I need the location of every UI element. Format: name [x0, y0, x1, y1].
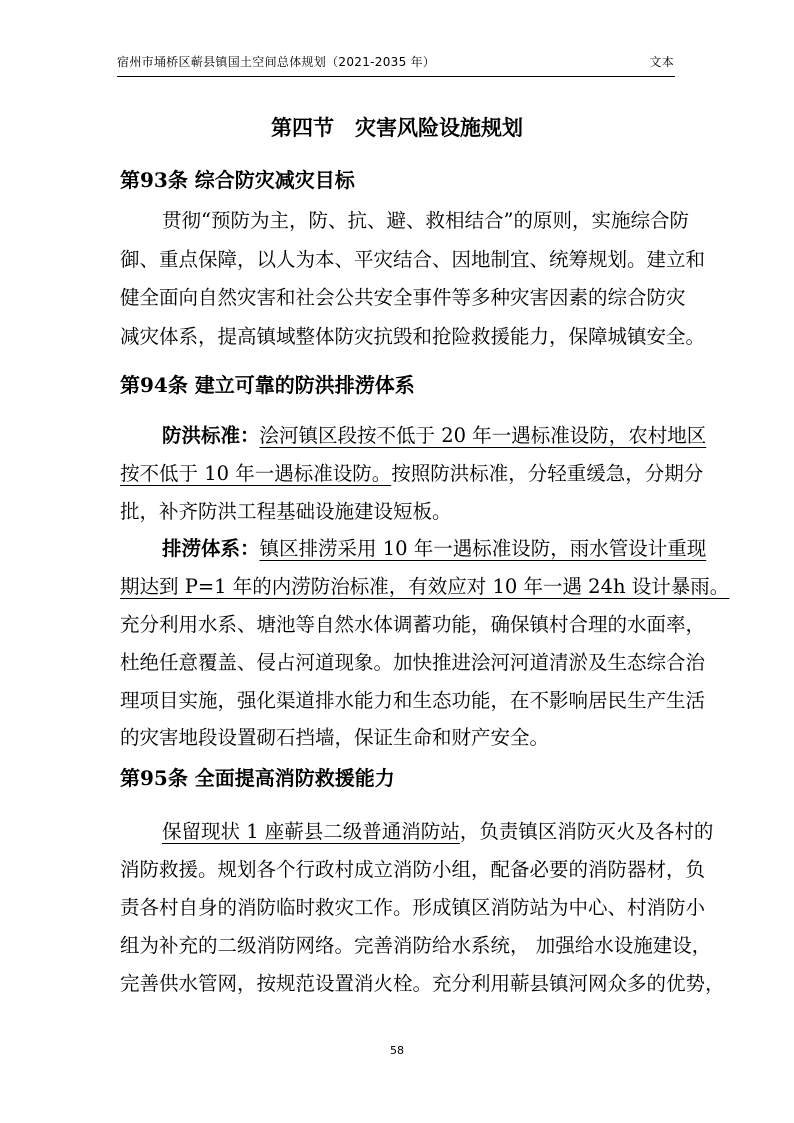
text-line — [120, 682, 706, 720]
text-line — [120, 719, 674, 757]
document-title-header: 宿州市埇桥区蕲县镇国土空间总体规划（2021-2035 年） — [117, 55, 436, 69]
text-line — [120, 851, 706, 889]
underlined-text: 按不低于 10 年一遇标准设防。 — [120, 461, 392, 485]
document-type-label: 文本 — [649, 55, 674, 69]
text-segment: 组为补充的二级消防网络。完善消防给水系统， 加强给水设施建设， — [120, 934, 712, 957]
text-segment: 减灾体系，提高镇域整体防灾抗毁和抢险救援能力，保障城镇安全。 — [120, 325, 706, 349]
text-line — [120, 644, 706, 682]
text-line — [120, 927, 712, 965]
article-heading-94: 第94条 建立可靠的防洪排涝体系 — [120, 373, 415, 397]
text-segment: 充分利用水系、塘池等自然水体调蓄功能，确保镇村合理的水面率， — [120, 612, 706, 636]
text-segment: ，负责镇区消防灭火及各村的 — [459, 820, 714, 843]
text-line — [120, 965, 725, 1003]
text-segment: 贯彻“预防为主，防、抗、避、救相结合”的原则，实施综合防 — [162, 209, 689, 232]
article-body-95 — [120, 813, 725, 1003]
text-segment: 批，补齐防洪工程基础设施建设短板。 — [120, 499, 452, 523]
text-segment: 理项目实施，强化渠道排水能力和生态功能，在不影响居民生产生活 — [120, 688, 706, 712]
text-line — [120, 318, 706, 357]
page-number: 58 — [390, 1044, 404, 1057]
underlined-text: 期达到 P=1 年的内涝防治标准，有效应对 10 年一遇 24h 设计暴雨。 — [120, 575, 730, 599]
article-body-93 — [120, 202, 706, 357]
text-segment: 按照防洪标准，分轻重缓急，分期分 — [391, 461, 704, 485]
text-line — [120, 202, 689, 241]
text-line — [120, 606, 706, 644]
text-line — [120, 241, 706, 280]
text-line — [120, 279, 686, 318]
text-segment: 消防救援。规划各个行政村成立消防小组，配备必要的消防器材，负 — [120, 858, 706, 881]
text-line — [120, 889, 706, 927]
bold-label: 防洪标准： — [162, 424, 260, 447]
text-line — [120, 530, 707, 568]
article-body-94 — [120, 417, 730, 757]
article-heading-95: 第95条 全面提高消防救援能力 — [120, 766, 395, 790]
section-title: 第四节 灾害风险设施规划 — [271, 115, 523, 140]
text-segment: 责各村自身的消防临时救灾工作。形成镇区消防站为中心、村消防小 — [120, 896, 706, 919]
underlined-text: 保留现状 1 座蕲县二级普通消防站 — [162, 820, 460, 843]
text-segment: 健全面向自然灾害和社会公共安全事件等多种灾害因素的综合防灾 — [120, 286, 686, 310]
text-segment: 御、重点保障，以人为本、平灾结合、因地制宜、统筹规划。建立和 — [120, 247, 706, 271]
text-line — [120, 493, 674, 531]
text-line — [120, 417, 707, 455]
bold-label: 排涝体系： — [162, 537, 260, 561]
text-line — [120, 455, 704, 493]
text-segment: 杜绝任意覆盖、侵占河道现象。加快推进浍河河道清淤及生态综合治 — [120, 650, 706, 674]
header-divider — [117, 76, 675, 77]
text-segment: 完善供水管网，按规范设置消火栓。充分利用蕲县镇河网众多的优势， — [120, 972, 725, 995]
underlined-text: 镇区排涝采用 10 年一遇标准设防，雨水管设计重现 — [259, 537, 707, 561]
text-line — [120, 813, 714, 851]
article-heading-93: 第93条 综合防灾减灾目标 — [120, 168, 355, 192]
text-line — [120, 568, 730, 606]
underlined-text: 浍河镇区段按不低于 20 年一遇标准设防，农村地区 — [259, 424, 707, 447]
text-segment: 的灾害地段设置砌石挡墙，保证生命和财产安全。 — [120, 726, 550, 750]
